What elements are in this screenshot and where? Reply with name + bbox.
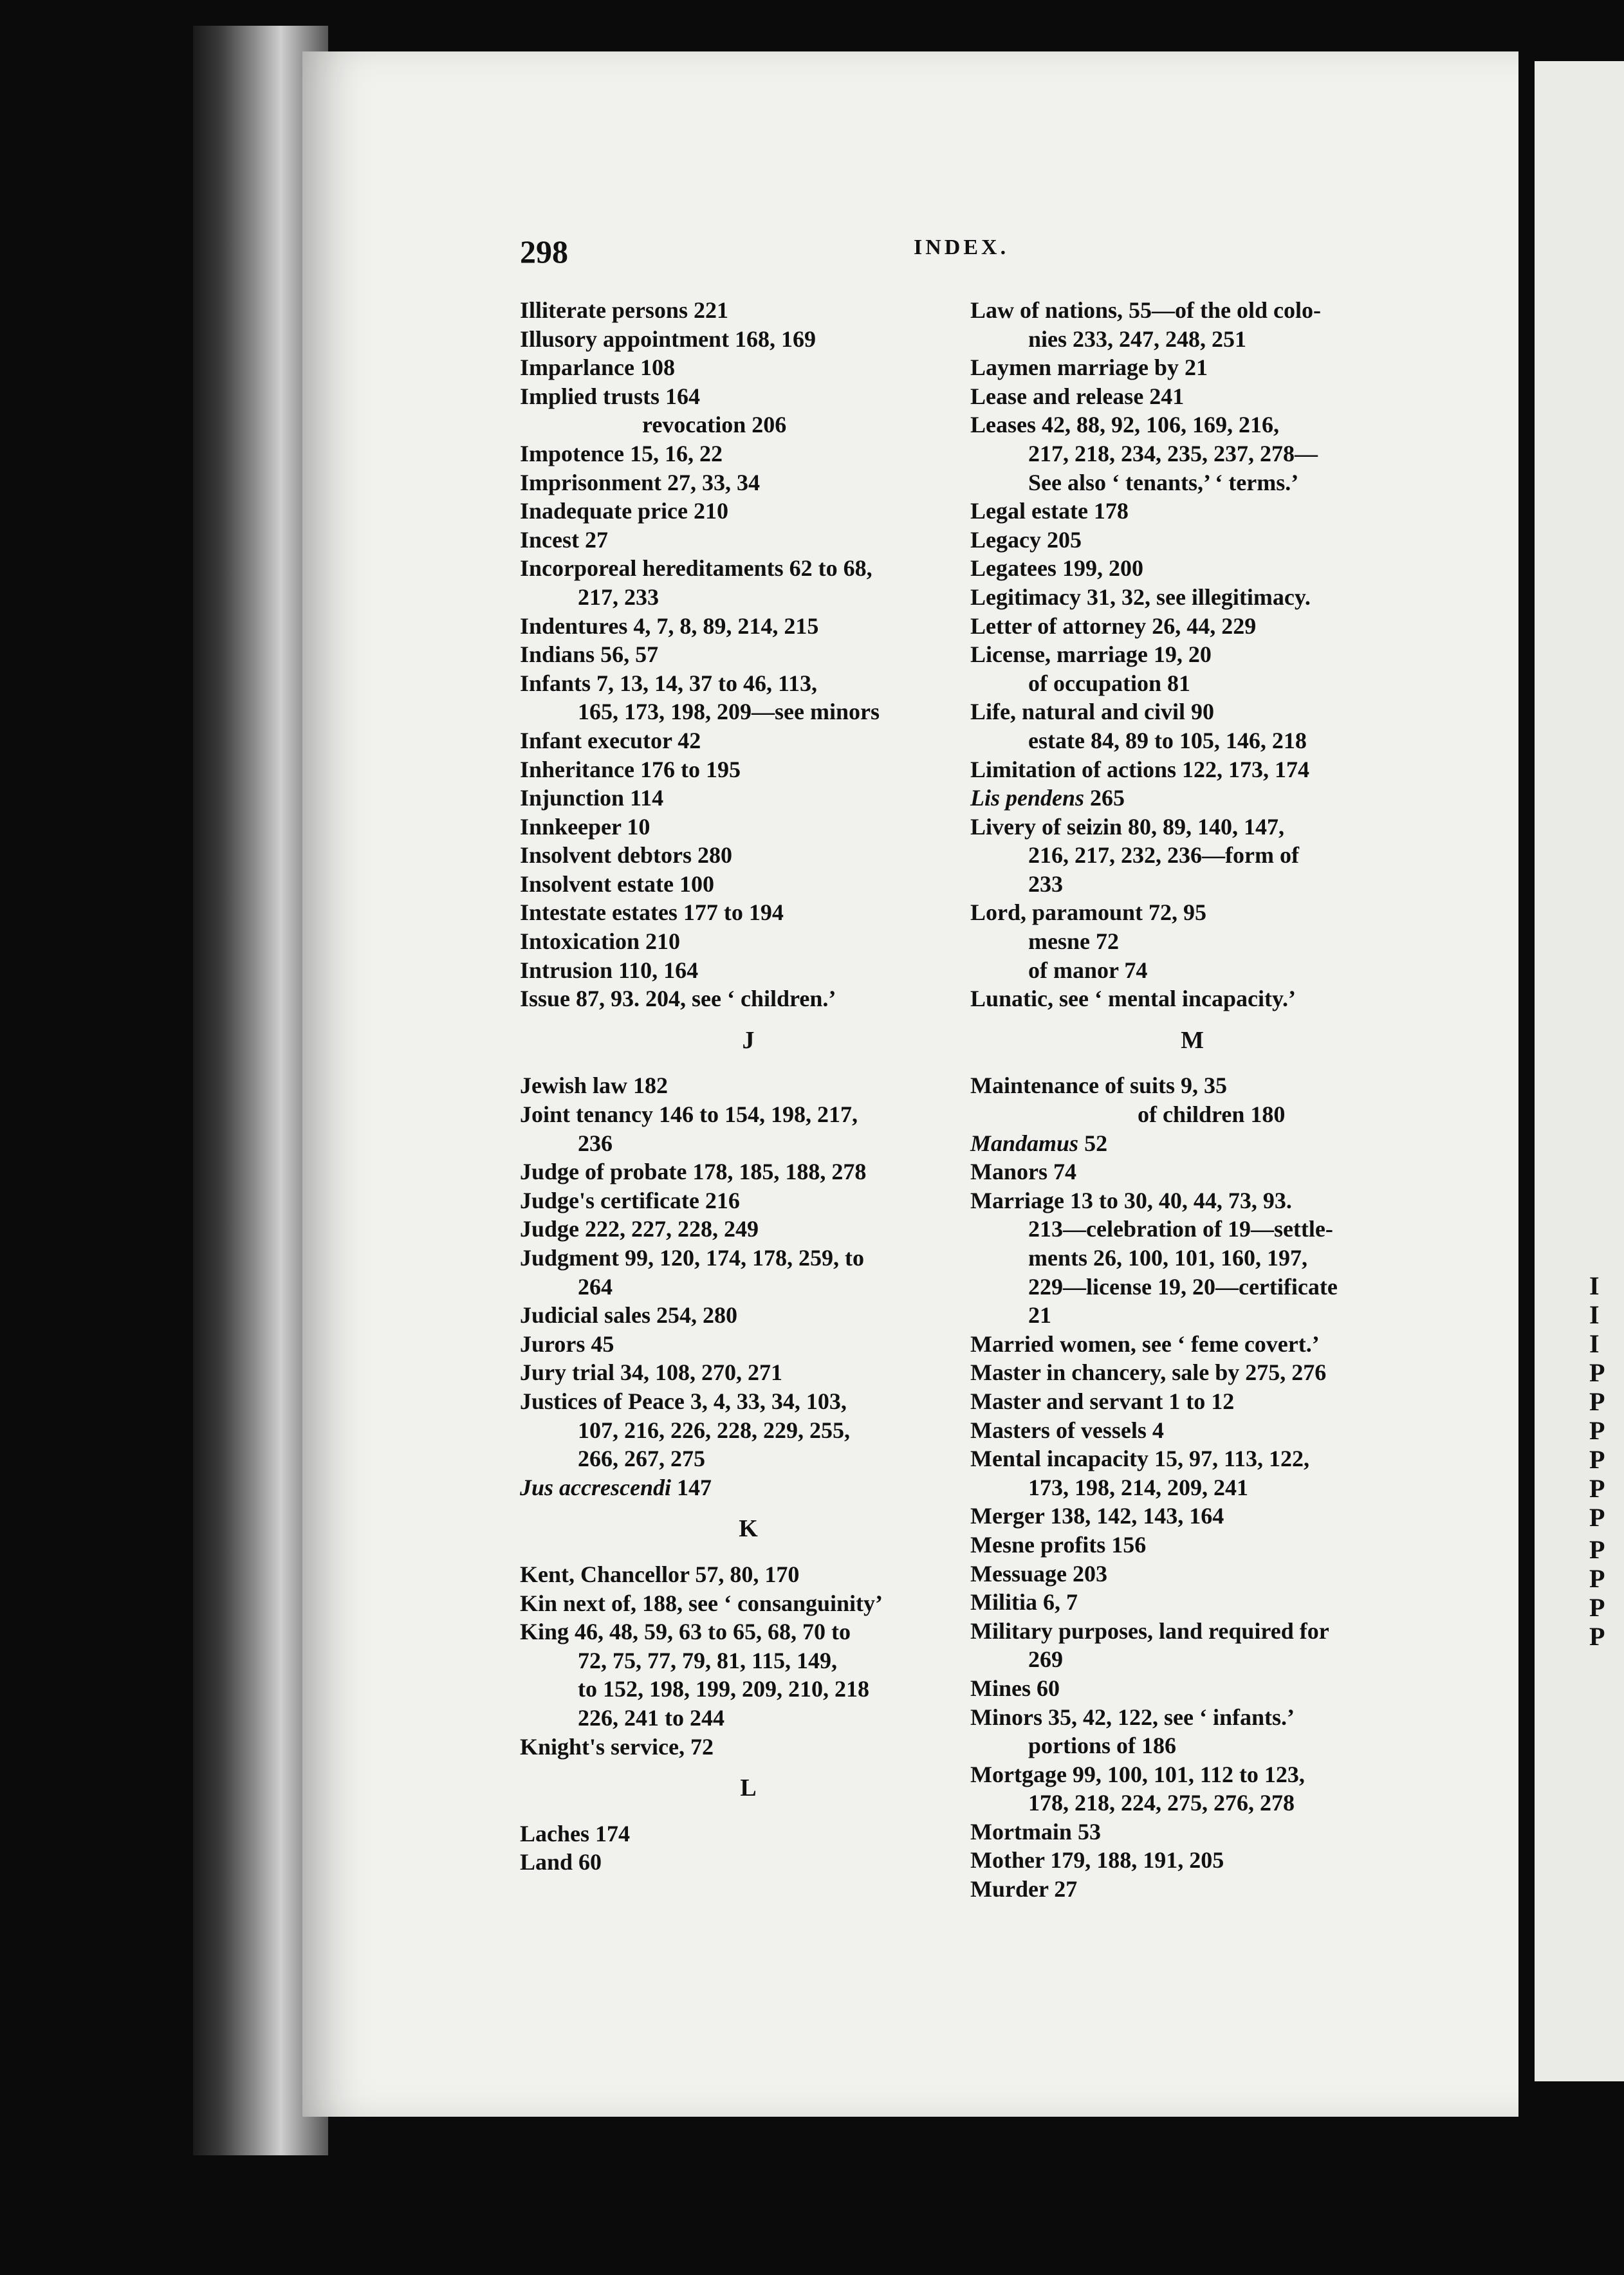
index-entry: Legatees 199, 200 <box>970 555 1143 582</box>
facing-page-letter: P <box>1589 1622 1605 1651</box>
index-entry: 165, 173, 198, 209—see minors <box>578 699 880 725</box>
index-entry: 266, 267, 275 <box>578 1446 705 1472</box>
index-entry: Mines 60 <box>970 1675 1060 1701</box>
index-entry: Lord, paramount 72, 95 <box>970 899 1207 926</box>
index-entry: 217, 233 <box>578 584 659 610</box>
index-entry: nies 233, 247, 248, 251 <box>1028 326 1247 352</box>
facing-page-letter: P <box>1589 1474 1605 1503</box>
page-number: 298 <box>520 234 568 270</box>
index-entry-pages: 52 <box>1078 1130 1108 1156</box>
index-entry: Laches 174 <box>520 1820 630 1847</box>
index-entry: Indians 56, 57 <box>520 641 659 668</box>
index-entry: Insolvent estate 100 <box>520 870 714 897</box>
index-entry: Mesne profits 156 <box>970 1531 1147 1558</box>
index-entry: of manor 74 <box>1028 957 1148 983</box>
index-entry-pages: 265 <box>1084 785 1125 811</box>
index-entry: Limitation of actions 122, 173, 174 <box>970 756 1309 782</box>
index-entry: Militia 6, 7 <box>970 1589 1078 1616</box>
index-entry: Issue 87, 93. 204, see ‘ children.’ <box>520 986 836 1012</box>
index-entry: revocation 206 <box>642 412 787 438</box>
index-entry: of occupation 81 <box>1028 670 1190 696</box>
index-entry: 264 <box>578 1273 613 1300</box>
index-entry: Intrusion 110, 164 <box>520 957 699 983</box>
index-entry: Implied trusts 164 <box>520 383 701 409</box>
section-letter: K <box>739 1515 758 1543</box>
facing-page-letter: P <box>1589 1593 1605 1622</box>
index-entry: 216, 217, 232, 236—form of <box>1028 842 1299 869</box>
index-entry: Letter of attorney 26, 44, 229 <box>970 612 1257 639</box>
index-entry: Legitimacy 31, 32, see illegitimacy. <box>970 584 1311 610</box>
index-entry: Judgment 99, 120, 174, 178, 259, to <box>520 1245 865 1271</box>
facing-page <box>1535 61 1624 2081</box>
index-entry: Murder 27 <box>970 1876 1078 1902</box>
index-entry: Insolvent debtors 280 <box>520 842 733 869</box>
index-entry: Judge of probate 178, 185, 188, 278 <box>520 1159 867 1185</box>
index-entry: Lease and release 241 <box>970 383 1185 409</box>
index-entry: Jurors 45 <box>520 1331 614 1357</box>
index-entry: Merger 138, 142, 143, 164 <box>970 1503 1224 1529</box>
index-entry: Indentures 4, 7, 8, 89, 214, 215 <box>520 612 819 639</box>
index-entry: Legacy 205 <box>970 526 1082 553</box>
facing-page-letter: P <box>1589 1445 1605 1474</box>
index-entry: Legal estate 178 <box>970 498 1129 524</box>
index-column-right <box>970 296 1414 1904</box>
facing-page-letter: I <box>1589 1271 1600 1300</box>
index-entry: estate 84, 89 to 105, 146, 218 <box>1028 727 1307 753</box>
index-entry: Master in chancery, sale by 275, 276 <box>970 1359 1327 1386</box>
index-entry: Illusory appointment 168, 169 <box>520 326 817 352</box>
section-letter: L <box>740 1774 757 1802</box>
facing-page-letter: I <box>1589 1329 1600 1358</box>
index-entry: License, marriage 19, 20 <box>970 641 1212 668</box>
index-entry: Mother 179, 188, 191, 205 <box>970 1847 1224 1874</box>
index-entry: Imparlance 108 <box>520 355 675 381</box>
index-entry: Intoxication 210 <box>520 928 681 955</box>
index-entry: Incest 27 <box>520 526 608 553</box>
index-entry: Illiterate persons 221 <box>520 297 728 323</box>
index-entry: Injunction 114 <box>520 785 664 811</box>
index-entry: Infants 7, 13, 14, 37 to 46, 113, <box>520 670 818 696</box>
index-entry: Judicial sales 254, 280 <box>520 1302 738 1329</box>
index-entry: Knight's service, 72 <box>520 1733 714 1760</box>
index-entry: 233 <box>1028 870 1063 897</box>
index-entry <box>520 1473 977 1502</box>
index-entry: Messuage 203 <box>970 1560 1107 1587</box>
index-entry-italic-term: Lis pendens <box>970 785 1085 811</box>
index-entry: Impotence 15, 16, 22 <box>520 440 723 466</box>
index-entry: 72, 75, 77, 79, 81, 115, 149, <box>578 1647 838 1673</box>
facing-page-letter: P <box>1589 1358 1605 1387</box>
index-entry: Kent, Chancellor 57, 80, 170 <box>520 1561 800 1587</box>
index-entry-pages: 147 <box>670 1474 712 1500</box>
index-entry: Innkeeper 10 <box>520 813 651 840</box>
index-entry: Mortgage 99, 100, 101, 112 to 123, <box>970 1761 1305 1787</box>
index-entry: Imprisonment 27, 33, 34 <box>520 469 761 495</box>
facing-page-letter: P <box>1589 1503 1605 1532</box>
index-entry: Mortmain 53 <box>970 1818 1101 1845</box>
index-entry-italic-term: Jus accrescendi <box>520 1474 671 1500</box>
section-letter: J <box>742 1026 755 1054</box>
index-entry: Lunatic, see ‘ mental incapacity.’ <box>970 986 1296 1012</box>
facing-page-letter: P <box>1589 1387 1605 1416</box>
index-entry: Land 60 <box>520 1849 602 1875</box>
index-entry: Livery of seizin 80, 89, 140, 147, <box>970 813 1284 840</box>
index-entry: 178, 218, 224, 275, 276, 278 <box>1028 1790 1295 1816</box>
index-entry: 107, 216, 226, 228, 229, 255, <box>578 1417 850 1443</box>
index-entry: King 46, 48, 59, 63 to 65, 68, 70 to <box>520 1619 851 1645</box>
index-entry: of children 180 <box>1138 1101 1286 1128</box>
index-entry: Infant executor 42 <box>520 727 701 753</box>
index-entry: Marriage 13 to 30, 40, 44, 73, 93. <box>970 1187 1292 1213</box>
index-entry-italic-term: Mandamus <box>970 1130 1079 1156</box>
index-entry: ments 26, 100, 101, 160, 197, <box>1028 1245 1307 1271</box>
index-entry: 226, 241 to 244 <box>578 1704 724 1731</box>
facing-page-letter: P <box>1589 1535 1605 1564</box>
index-entry: Law of nations, 55—of the old colo- <box>970 297 1322 323</box>
index-entry: Judge 222, 227, 228, 249 <box>520 1216 759 1242</box>
section-letter: M <box>1181 1026 1204 1054</box>
index-entry: Judge's certificate 216 <box>520 1187 740 1213</box>
index-entry: 21 <box>1028 1302 1051 1329</box>
index-entry: Jewish law 182 <box>520 1073 669 1099</box>
index-entry: Maintenance of suits 9, 35 <box>970 1073 1227 1099</box>
index-entry: 213—celebration of 19—settle- <box>1028 1216 1333 1242</box>
index-entry: Masters of vessels 4 <box>970 1417 1164 1443</box>
index-entry: Laymen marriage by 21 <box>970 355 1208 381</box>
index-entry: to 152, 198, 199, 209, 210, 218 <box>578 1676 869 1702</box>
index-column-left <box>520 296 977 1877</box>
index-entry: Inheritance 176 to 195 <box>520 756 741 782</box>
index-entry <box>970 784 1414 813</box>
index-entry: 236 <box>578 1130 613 1156</box>
index-entry: Life, natural and civil 90 <box>970 699 1215 725</box>
index-entry: 173, 198, 214, 209, 241 <box>1028 1474 1248 1500</box>
index-entry: Minors 35, 42, 122, see ‘ infants.’ <box>970 1704 1295 1730</box>
page-title: INDEX. <box>914 235 1010 259</box>
index-entry: Master and servant 1 to 12 <box>970 1388 1235 1414</box>
index-entry: Inadequate price 210 <box>520 498 728 524</box>
index-entry: Incorporeal hereditaments 62 to 68, <box>520 555 872 582</box>
facing-page-letter: I <box>1589 1300 1600 1329</box>
index-entry: Leases 42, 88, 92, 106, 169, 216, <box>970 412 1279 438</box>
index-entry: See also ‘ tenants,’ ‘ terms.’ <box>1028 469 1299 495</box>
index-entry: 269 <box>1028 1646 1063 1673</box>
index-entry: Joint tenancy 146 to 154, 198, 217, <box>520 1101 858 1128</box>
index-entry: Justices of Peace 3, 4, 33, 34, 103, <box>520 1388 847 1414</box>
index-entry: 217, 218, 234, 235, 237, 278— <box>1028 440 1318 466</box>
index-entry: Jury trial 34, 108, 270, 271 <box>520 1359 782 1386</box>
facing-page-letter: P <box>1589 1416 1605 1445</box>
index-entry: mesne 72 <box>1028 928 1119 955</box>
facing-page-letter: P <box>1589 1564 1605 1593</box>
index-entry: Manors 74 <box>970 1159 1076 1185</box>
index-entry: Kin next of, 188, see ‘ consanguinity’ <box>520 1590 883 1616</box>
index-entry: Military purposes, land required for <box>970 1617 1329 1644</box>
index-entry: Intestate estates 177 to 194 <box>520 899 784 926</box>
index-entry: portions of 186 <box>1028 1733 1177 1759</box>
index-entry <box>970 1129 1414 1158</box>
index-entry: Mental incapacity 15, 97, 113, 122, <box>970 1446 1309 1472</box>
index-entry: Married women, see ‘ feme covert.’ <box>970 1331 1320 1357</box>
index-entry: 229—license 19, 20—certificate <box>1028 1273 1338 1300</box>
